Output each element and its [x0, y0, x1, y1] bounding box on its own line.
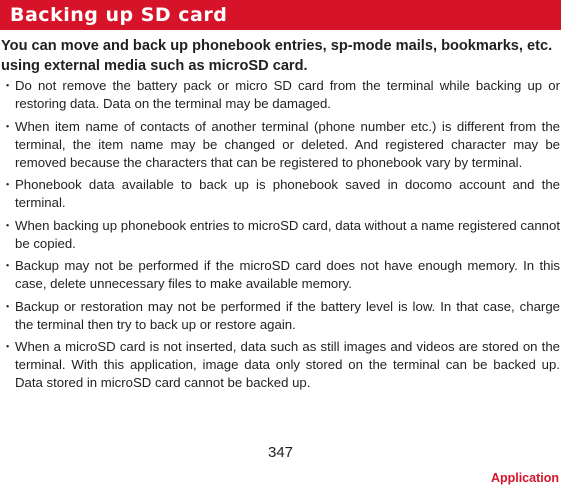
note-text: When item name of contacts of another terminal (phone number etc.) is different from the terminal, the item name may be changed or deleted. And registered character may be removed because the characters that can be registered to phonebook vary by terminal. [15, 118, 560, 170]
page-title: Backing up SD card [10, 4, 228, 26]
note-text: When a microSD card is not inserted, data such as still images and videos are stored on the terminal. With this application, image data only stored on the terminal can be backed up. Data stored in microSD card cannot be backed up. [15, 339, 560, 390]
note-item [0, 257, 560, 293]
bullet-icon: ・ [1, 177, 15, 192]
note-item [0, 298, 560, 334]
note-text: Do not remove the battery pack or micro SD card from the terminal while backing up or restoring data. Data on the terminal may be damaged. [15, 78, 560, 111]
note-text: Backup or restoration may not be performed if the battery level is low. In that case, charge the terminal then try to back up or restore again. [15, 298, 560, 332]
bullet-icon: ・ [1, 217, 15, 233]
notes-list [0, 77, 561, 397]
note-item [0, 176, 560, 212]
bullet-icon: ・ [1, 118, 15, 134]
section-label: Application [490, 471, 559, 485]
note-text: Phonebook data available to back up is phonebook saved in docomo account and the terminal. [15, 177, 560, 210]
page-number: 347 [267, 444, 294, 461]
note-item [0, 77, 560, 113]
bullet-icon: ・ [1, 298, 15, 314]
note-text: Backup may not be performed if the microSD card does not have enough memory. In this case, delete unnecessary files to make available memory. [15, 258, 560, 291]
note-item [0, 118, 560, 172]
note-text: When backing up phonebook entries to microSD card, data without a name registered cannot be copied. [15, 217, 560, 251]
intro-paragraph: You can move and back up phonebook entries, sp-mode mails, bookmarks, etc. using external media such as microSD card. [1, 38, 553, 74]
section-header-bar [0, 0, 561, 30]
bullet-icon: ・ [1, 339, 15, 354]
bullet-icon: ・ [1, 78, 15, 93]
bullet-icon: ・ [1, 258, 15, 273]
note-item [0, 217, 560, 253]
note-item [0, 338, 560, 392]
